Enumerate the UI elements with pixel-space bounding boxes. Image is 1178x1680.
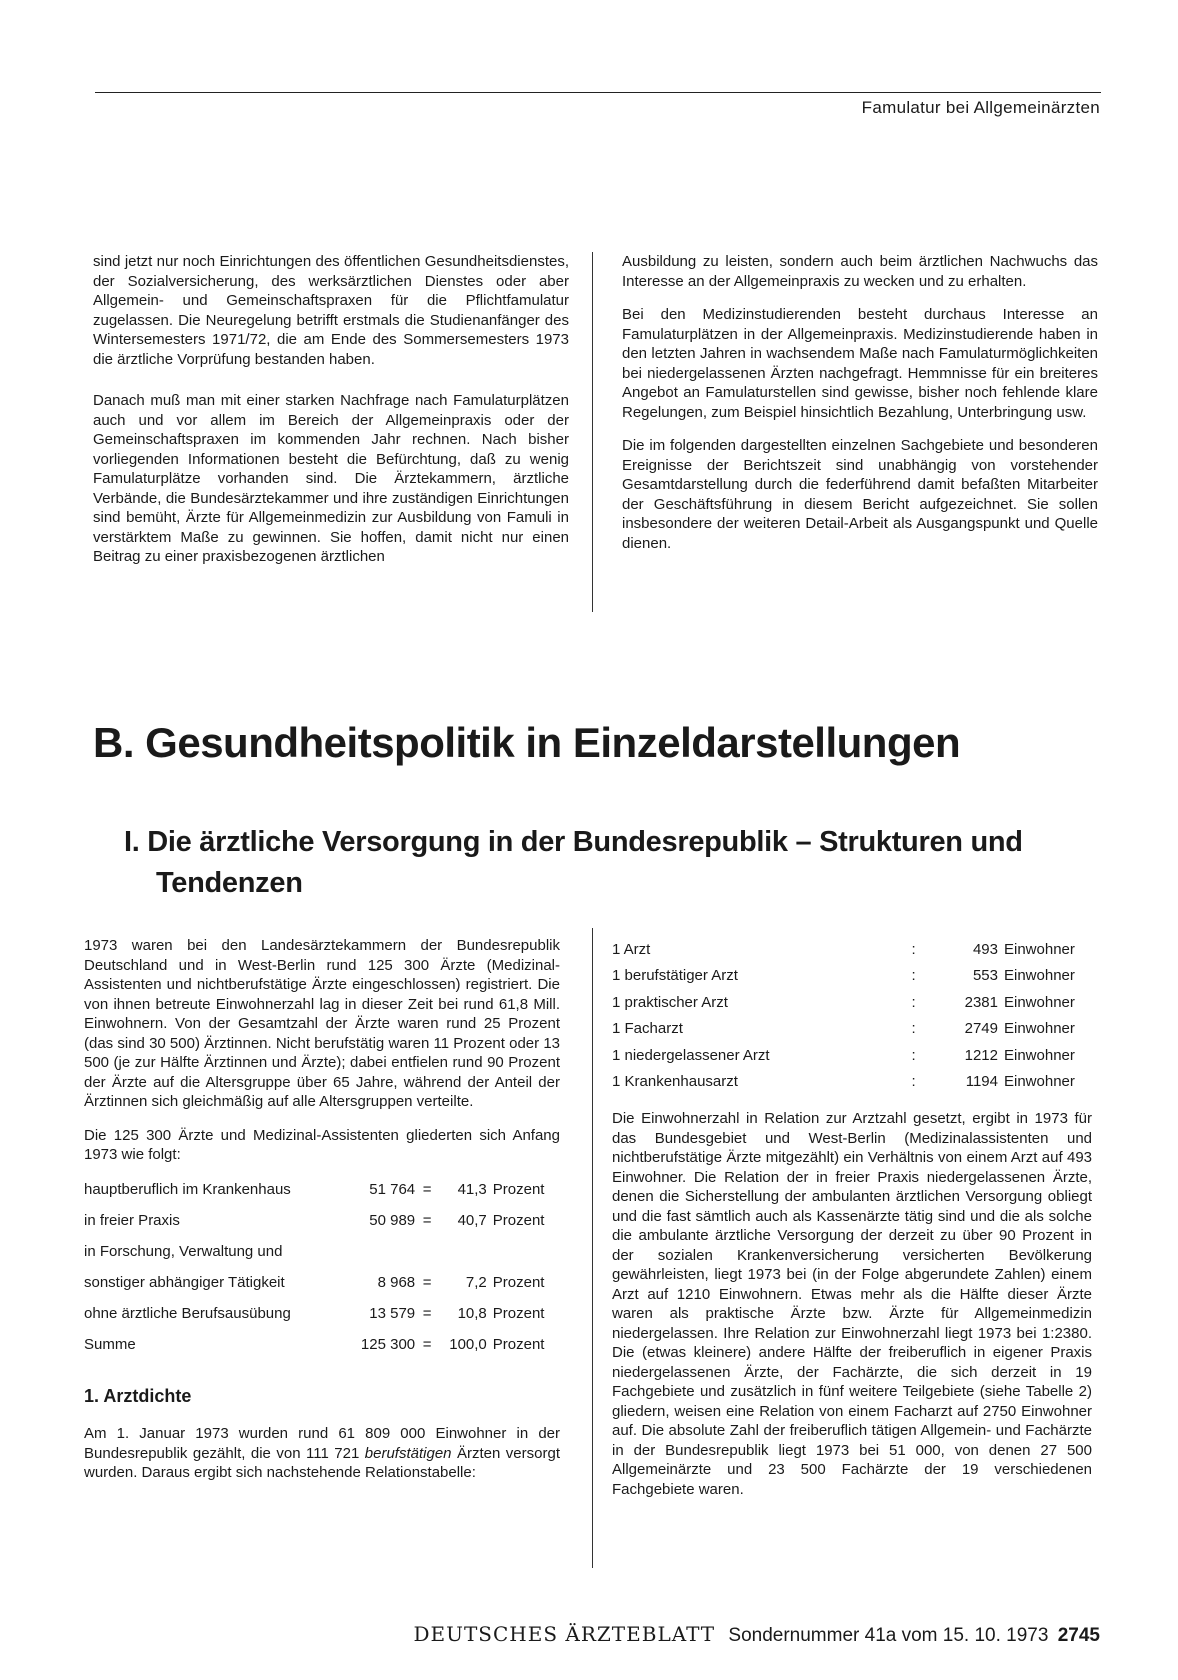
relation-table: [612, 936, 1092, 1095]
relation-label: 1 Facharzt: [612, 1020, 683, 1037]
breakdown-label: in Forschung, Verwaltung und: [84, 1243, 283, 1261]
top-right-paragraph-3: Die im folgenden dargestellten einzelnen Sachgebiete und besonderen Ereignisse der Berichtszeit sind unabhängig von vorstehender Gesamtdarstellung durch die federführend damit befaßten Mitarbeiter der Geschäftsführung in diesem Bericht aufgezeichnet. Sie sollen insbesondere der weiteren Detail-Arbeit als Ausgangspunkt und Quelle dienen.: [622, 437, 1098, 552]
relation-label: 1 praktischer Arzt: [612, 993, 728, 1011]
breakdown-equals: [415, 1237, 439, 1268]
section-subtitle: I. Die ärztliche Versorgung in der Bundesrepublik – Strukturen und Tendenzen: [124, 826, 1023, 899]
left-paragraph-3: Am 1. Januar 1973 wurden rund 61 809 000 Einwohner in der Bundesrepublik gezählt, die von 111 721 berufstätigen Ärzten versorgt wurden. Daraus ergibt sich nachstehende Relationstabelle:: [84, 1425, 560, 1481]
breakdown-percent: 40,7: [457, 1212, 487, 1230]
top-right-paragraph-2: Bei den Medizinstudierenden besteht durchaus Interesse an Famulaturplätzen in der Allgemeinpraxis. Medizinstudierende haben in den letzten Jahren in wachsendem Maße nach Famulaturmöglichkeiten bei niedergelassenen Ärzten nachgefragt. Hemmnisse für ein breiteres Angebot an Famulaturstellen sind gewisse, bisher noch fehlende klare Regelungen, zum Beispiel hinsichtlich Bezahlung, Unterbringung usw.: [622, 306, 1098, 421]
relation-label: 1 niedergelassener Arzt: [612, 1046, 770, 1064]
relation-value: 2381: [964, 993, 998, 1011]
breakdown-unit: [487, 1237, 560, 1268]
breakdown-row: [84, 1268, 560, 1299]
relation-value: 493: [972, 940, 998, 958]
top-right-paragraph-1: Ausbildung zu leisten, sondern auch beim ärztlichen Nachwuchs das Interesse an der Allgemeinpraxis zu wecken und zu erhalten.: [622, 253, 1098, 290]
relation-colon: :: [911, 967, 916, 984]
relation-colon: :: [911, 1020, 916, 1037]
relation-value: 1212: [964, 1046, 998, 1064]
relation-unit: Einwohner: [1004, 1073, 1075, 1090]
left-paragraph-2: Die 125 300 Ärzte und Medizinal-Assistenten gliederten sich Anfang 1973 wie folgt:: [84, 1126, 560, 1163]
subsection-heading-arztdichte: 1. Arztdichte: [84, 1385, 192, 1406]
breakdown-equals: =: [422, 1336, 432, 1354]
breakdown-percent: 41,3: [457, 1181, 487, 1199]
relation-row: [612, 936, 1092, 963]
relation-label: 1 berufstätiger Arzt: [612, 967, 738, 984]
breakdown-unit: Prozent: [492, 1181, 545, 1199]
breakdown-row: [84, 1175, 560, 1206]
breakdown-unit: Prozent: [492, 1336, 545, 1354]
breakdown-label: ohne ärztliche Berufsausübung: [84, 1305, 291, 1323]
relation-row: [612, 1016, 1092, 1043]
breakdown-label: in freier Praxis: [84, 1212, 180, 1230]
relation-colon: :: [911, 1046, 916, 1064]
breakdown-count: 51 764: [369, 1181, 416, 1199]
running-title: Famulatur bei Allgemeinärzten: [861, 98, 1100, 117]
relation-colon: :: [911, 940, 916, 958]
relation-colon: :: [911, 1073, 916, 1090]
relation-unit: Einwohner: [1004, 1046, 1075, 1064]
breakdown-unit: Prozent: [492, 1212, 545, 1230]
relation-unit: Einwohner: [1004, 940, 1075, 958]
breakdown-unit: Prozent: [492, 1274, 545, 1292]
breakdown-equals: =: [422, 1305, 432, 1323]
breakdown-row: [84, 1299, 560, 1330]
breakdown-label: Summe: [84, 1336, 136, 1354]
top-left-column: [93, 252, 569, 581]
physician-breakdown-table: [84, 1175, 560, 1361]
breakdown-count: 50 989: [369, 1212, 416, 1230]
relation-unit: Einwohner: [1004, 1020, 1075, 1037]
relation-value: 2749: [964, 1020, 998, 1037]
main-column-divider: [592, 928, 593, 1568]
breakdown-row: [84, 1237, 560, 1268]
right-paragraph-1: Die Einwohnerzahl in Relation zur Arztzahl gesetzt, ergibt in 1973 für das Bundesgebiet und West-Berlin (Medizinalassistenten und nichtberufstätige Ärzte mitgezählt) ein Verhältnis von einem Arzt auf 493 Einwohner. Die Relation der in freier Praxis niedergelassenen Ärzte, denen die Sicherstellung der ambulanten ärztlichen Versorgung obliegt und die fast sämtlich auch als Kassenärzte tätig sind und die als solche die ambulante ärztliche Versorgung der derzeit zu über 90 Prozent in der sozialen Krankenversicherung versicherten Bevölkerung gewährleisten, liegt 1973 bei (in der Folge abgerundete Zahlen) einem Arzt auf 1210 Einwohnern. Etwas mehr als die Hälfte dieser Ärzte waren als praktische Ärzte bzw. Ärzte für Allgemeinmedizin niedergelassen. Ihre Relation zur Einwohnerzahl liegt 1973 bei 1:2380. Die (etwas kleinere) andere Hälfte der freiberuflich in eigener Praxis niedergelassenen Ärzte, der Fachärzte, die sich derzeit in 19 Fachgebiete und zusätzlich in fünf weitere Teilgebiete (siehe Tabelle 2) gliedern, weisen eine Relation von einem Facharzt auf 2750 Einwohner auf. Die absolute Zahl der freiberuflich tätigen Allgemein- und Fachärzte in der Bundesrepublik liegt 1973 bei 51 000, von denen 27 500 Allgemeinärzte und 23 500 Fachärzte der 19 verschiedenen Fachgebiete waren.: [612, 1110, 1092, 1498]
relation-row: [612, 1069, 1092, 1096]
breakdown-count: 8 968: [377, 1274, 416, 1292]
breakdown-equals: =: [422, 1274, 432, 1292]
relation-row: [612, 989, 1092, 1016]
header-rule: [95, 92, 1101, 93]
breakdown-count: [346, 1237, 415, 1268]
breakdown-count: 13 579: [369, 1305, 416, 1323]
breakdown-row: [84, 1206, 560, 1237]
breakdown-percent: 7,2: [465, 1274, 487, 1292]
breakdown-count: 125 300: [360, 1336, 416, 1354]
relation-value: 1194: [965, 1073, 998, 1090]
relation-label: 1 Arzt: [612, 940, 651, 958]
top-right-column: [622, 252, 1098, 567]
top-left-paragraph-1: sind jetzt nur noch Einrichtungen des öffentlichen Gesundheitsdienstes, der Sozialversicherung, des werksärztlichen Dienstes oder aber Allgemein- und Gemeinschaftspraxen für die Pflichtfamulatur zugelassen. Die Neuregelung betrifft erstmals die Studienanfänger des Wintersemesters 1971/72, die am Ende des Sommersemesters 1973 die ärztliche Vorprüfung bestanden haben.: [93, 253, 569, 368]
breakdown-label: hauptberuflich im Krankenhaus: [84, 1181, 291, 1199]
left-paragraph-1: 1973 waren bei den Landesärztekammern der Bundesrepublik Deutschland und in West-Berlin rund 125 300 Ärzte (Medizinal-Assistenten und nichtberufstätige Ärzte eingeschlossen) registriert. Die von ihnen betreute Einwohnerzahl lag in dieser Zeit bei rund 61,8 Mill. Einwohnern. Von der Gesamtzahl der Ärzte waren rund 25 Prozent (das sind 30 500) Ärztinnen. Nicht berufstätig waren 11 Prozent oder 13 500 (je zur Hälfte Ärztinnen und Ärzte); dabei entfielen rund 90 Prozent der Ärzte auf die Altersgruppe über 65 Jahre, während der Anteil der Ärztinnen sich gleichmäßig auf alle Altersgruppen verteilte.: [84, 937, 560, 1110]
main-left-column: [84, 936, 560, 1497]
top-left-paragraph-2: Danach muß man mit einer starken Nachfrage nach Famulaturplätzen auch und vor allem im Bereich der Allgemeinpraxis oder der Gemeinschaftspraxen im kommenden Jahr rechnen. Nach bisher vorliegenden Informationen besteht die Befürchtung, daß zu wenig Famulaturplätze vorhanden sind. Die Ärztekammern, ärztliche Verbände, die Bundesärztekammer und ihre zuständigen Einrichtungen sind bemüht, Ärzte für Allgemeinmedizin zur Ausbildung von Famuli in verstärktem Maße zu gewinnen. Sie hoffen, damit nicht nur einen Beitrag zu einer praxisbezogenen ärztlichen: [93, 392, 569, 565]
page-number: 2745: [1057, 1625, 1100, 1646]
journal-name: DEUTSCHES ÄRZTEBLATT: [413, 1622, 716, 1646]
relation-row: [612, 963, 1092, 990]
relation-colon: :: [911, 993, 916, 1011]
breakdown-percent: [439, 1237, 487, 1268]
main-right-column: [612, 936, 1092, 1513]
breakdown-unit: Prozent: [492, 1305, 545, 1323]
relation-unit: Einwohner: [1004, 993, 1075, 1011]
section-title: B. Gesundheitspolitik in Einzeldarstellungen: [93, 719, 961, 766]
relation-unit: Einwohner: [1004, 967, 1075, 984]
relation-label: 1 Krankenhausarzt: [612, 1073, 738, 1090]
issue-info: Sondernummer 41a vom 15. 10. 1973: [728, 1625, 1049, 1646]
breakdown-percent: 100,0: [449, 1336, 487, 1354]
top-column-divider: [592, 252, 593, 612]
breakdown-row: [84, 1330, 560, 1361]
breakdown-equals: =: [422, 1212, 432, 1230]
breakdown-percent: 10,8: [457, 1305, 487, 1323]
relation-value: 553: [972, 967, 998, 984]
page-footer: [413, 1622, 1100, 1647]
breakdown-equals: =: [422, 1181, 432, 1199]
relation-row: [612, 1042, 1092, 1069]
breakdown-label: sonstiger abhängiger Tätigkeit: [84, 1274, 285, 1292]
